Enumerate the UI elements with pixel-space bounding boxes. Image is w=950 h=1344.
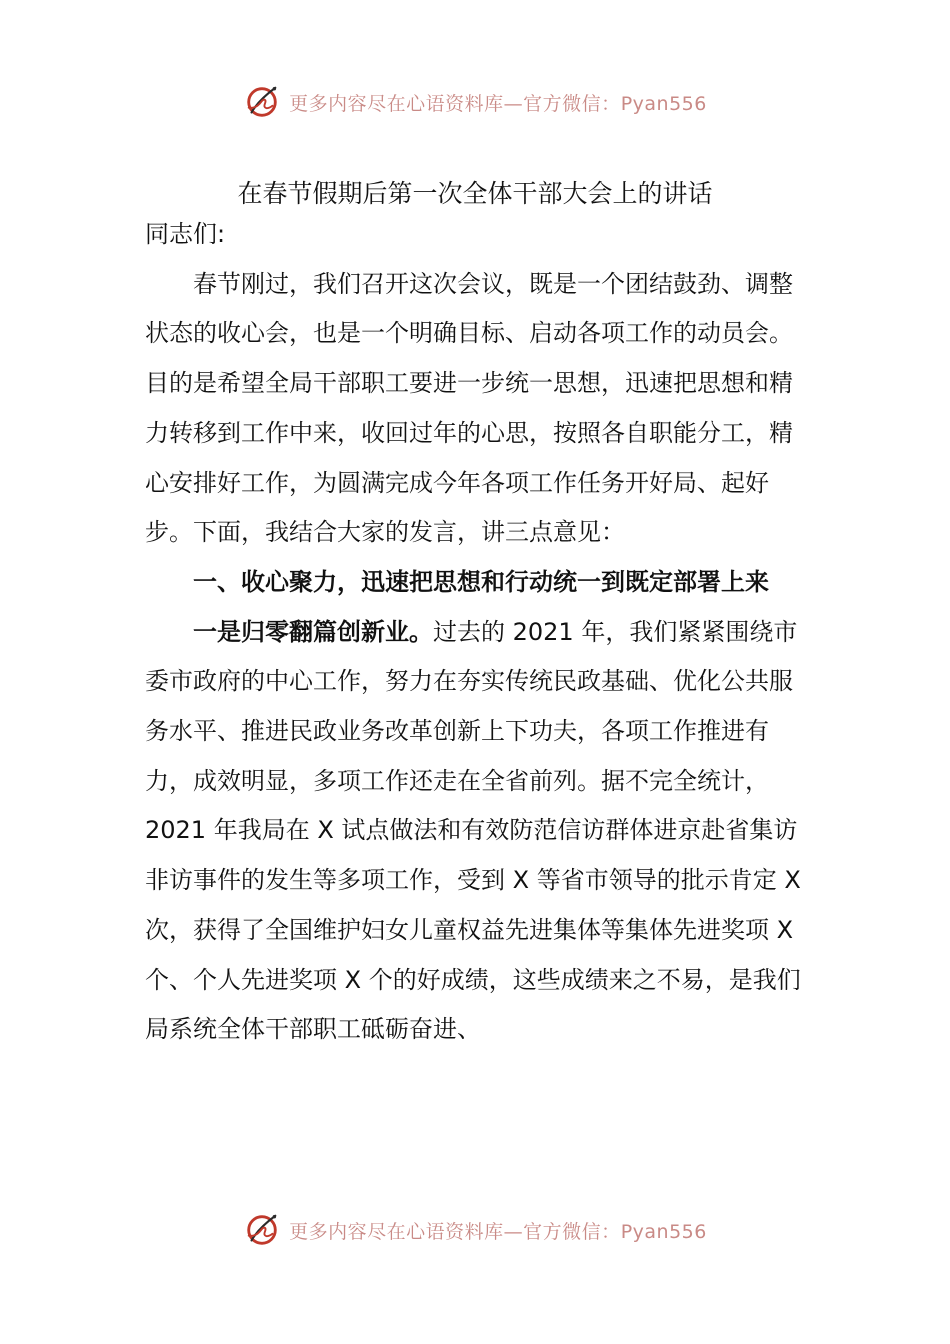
document-title: 在春节假期后第一次全体干部大会上的讲话: [237, 179, 713, 208]
watermark-dash: —: [503, 1220, 524, 1243]
footer-watermark-banner: [0, 1208, 950, 1252]
intro-paragraph: 春节刚过，我们召开这次会议，既是一个团结鼓劲、调整状态的收心会，也是一个明确目标、启动各项工作的动员会。目的是希望全局干部职工要进一步统一思想，迅速把思想和精力转移到工作中来，收回过年的心思，按照各自职能分工，精心安排好工作，为圆满完成今年各项工作任务开好局、起好步。下面，我结合大家的发言，讲三点意见：: [145, 269, 793, 547]
watermark-dash: —: [503, 92, 524, 115]
watermark-wechat-id: Pyan556: [620, 92, 707, 115]
document-body: [145, 210, 805, 1055]
watermark-wechat-label: 官方微信：: [523, 92, 621, 115]
section-heading: 一、收心聚力，迅速把思想和行动统一到既定部署上来: [193, 567, 769, 596]
signature-pen-logo-icon: [243, 1211, 281, 1249]
watermark-text: [289, 1217, 707, 1244]
watermark-site-text: 更多内容尽在心语资料库: [289, 1220, 504, 1243]
signature-pen-logo-icon: [243, 83, 281, 121]
point-one-paragraph: [145, 608, 805, 1055]
salutation: 同志们:: [145, 220, 226, 248]
watermark-text: [289, 89, 707, 116]
point-one-lead: 一是归零翻篇创新业。: [193, 617, 433, 646]
watermark-wechat-label: 官方微信：: [523, 1220, 621, 1243]
header-watermark-banner: [0, 80, 950, 124]
watermark-site-text: 更多内容尽在心语资料库: [289, 92, 504, 115]
point-one-text: 过去的 2021 年，我们紧紧围绕市委市政府的中心工作，努力在夯实传统民政基础、优化公共服务水平、推进民政业务改革创新上下功夫，各项工作推进有力，成效明显，多项工作还走在全省前列。据不完全统计，2021 年我局在 X 试点做法和有效防范信访群体进京赴省集访非访事件的发生等多项工作，受到 X 等省市领导的批示肯定 X 次，获得了全国维护妇女儿童权益先进集体等集体先进奖项 X 个、个人先进奖项 X 个的好成绩，这些成绩来之不易，是我们局系统全体干部职工砥砺奋进、: [145, 617, 801, 1044]
watermark-wechat-id: Pyan556: [620, 1220, 707, 1243]
